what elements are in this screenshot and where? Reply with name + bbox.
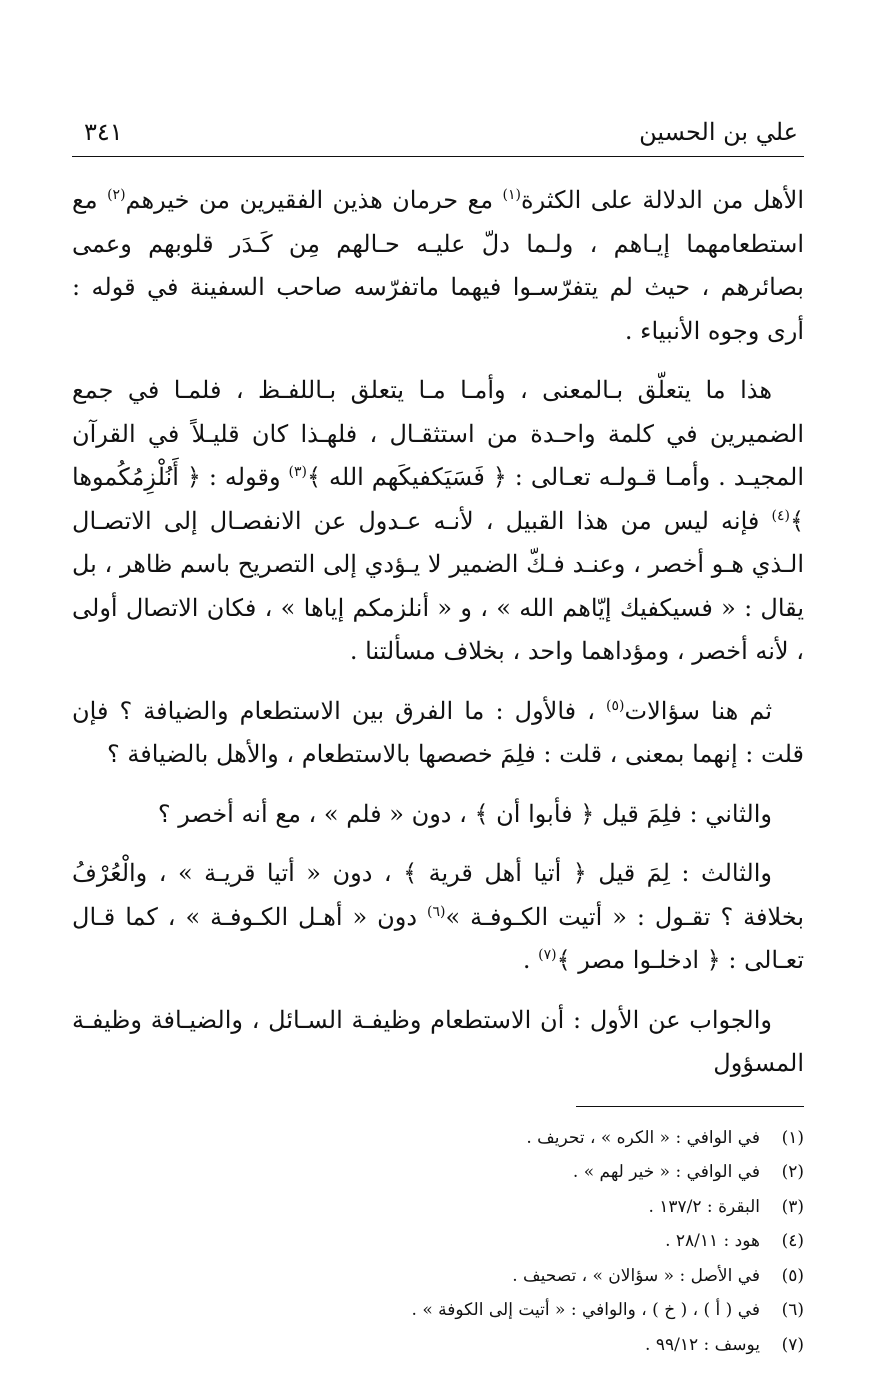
text-segment: هذا ما يتعلّق بـالمعنى ، وأمـا مـا يتعلق بـاللفـظ ، فلمـا في جمع الضميرين في كلمة واحـدة من استثقـال ، فلهـذا كان قليـلاً في القرآن المجيـد . وأمـا قـولـه تعـالى : ﴿ فَسَيَكفيكَهم الله ﴾ (72, 376, 804, 491)
text-segment: دون « أهـل الكـوفـة » ، كما قـال تعـالى : ﴿ ادخلـوا مصر ﴾ (72, 902, 804, 974)
running-header (72, 118, 804, 157)
text-segment: مع حرمان هذين الفقيرين من خيرهم (125, 186, 503, 214)
paragraph (72, 793, 804, 837)
footnote (72, 1328, 804, 1363)
footnote-text: في ( أ ) ، ( خ ) ، والوافي : « أتيت إلى الكوفة » . (411, 1300, 760, 1320)
footnote-number: (٤) (781, 1231, 804, 1251)
paragraph-gap (72, 983, 804, 999)
text-segment: والثاني : فلِمَ قيل ﴿ فأبوا أن ﴾ ، دون « فلم » ، مع أنه أخصر ؟ (157, 799, 772, 828)
text-segment: فإنه ليس من هذا القبيل ، لأنـه عـدول عن الانفصـال إلى الاتصـال الـذي هـو أخصر ، وعنـد فـكّ الضمير لا يـؤدي إلى التصريح باسم ظاهر ، بل يقال : « فسيكفيك إيّاهم الله » ، و « أنلزمكم إياها » ، فكان الاتصال أولى ، لأنه أخصر ، ومؤداهما واحد ، بخلاف مسألتنا . (72, 506, 804, 665)
footnote-separator (576, 1106, 804, 1107)
footnote (72, 1259, 804, 1294)
footnote-marker: (١) (502, 187, 521, 203)
footnote (72, 1121, 804, 1156)
paragraph (72, 179, 804, 353)
footnote (72, 1224, 804, 1259)
footnote-number: (١) (781, 1127, 804, 1148)
footnote-text: في الأصل : « سؤالان » ، تصحيف . (512, 1265, 760, 1286)
page-number: ٣٤١ (84, 118, 123, 146)
footnote-marker: (٢) (107, 187, 126, 203)
footnote-number: (٥) (781, 1265, 804, 1286)
paragraph-gap (72, 674, 804, 690)
footnote-marker: (٥) (606, 697, 625, 714)
text-segment: والثالث : لِمَ قيل ﴿ أتيا أهل قرية ﴾ ، دون « أتيا قريـة » ، والْعُرْفُ بخلافة ؟ تقـول : « أتيت الكـوفـة » (72, 859, 804, 931)
footnote-text: البقرة : ١٣٧/٢ . (648, 1196, 760, 1217)
text-segment: ثم هنا سؤالات (624, 696, 772, 725)
footnote (72, 1293, 804, 1328)
book-page (72, 118, 804, 1362)
footnote-text: في الوافي : « الكره » ، تحريف . (526, 1127, 760, 1148)
paragraph (72, 369, 804, 674)
footnote-marker: (٦) (427, 903, 446, 920)
paragraph (72, 852, 804, 983)
text-segment: . (522, 946, 539, 974)
footnote-text: هود : ٢٨/١١ . (665, 1231, 760, 1251)
footnote-number: (٧) (781, 1334, 804, 1355)
footnote-marker: (٤) (771, 507, 790, 524)
footnote-number: (٣) (781, 1196, 804, 1217)
text-segment: مع استطعامهما إيـاهم ، ولـما دلّ عليـه حـالهم مِن كَـدَر قلوبهم وعمى بصائرهم ، حيث لم يتفرّسـوا فيهما ماتفرّسه صاحب السفينة في قوله : أرى وجوه الأنبياء . (72, 186, 804, 345)
footnotes (72, 1117, 804, 1363)
text-segment: ، فالأول : ما الفرق بين الاستطعام والضيافة ؟ فإن قلت : إنهما بمعنى ، قلت : فلِمَ خصصها بالاستطعام ، والأهل بالضيافة ؟ (72, 696, 804, 768)
text-segment: الأهل من الدلالة على الكثرة (521, 186, 805, 214)
main-text (72, 179, 804, 1086)
footnote (72, 1155, 804, 1190)
footnote-text: يوسف : ٩٩/١٢ . (645, 1334, 760, 1355)
paragraph-gap (72, 836, 804, 852)
footnote-marker: (٧) (538, 947, 557, 963)
text-segment: وقوله : ﴿ أَنُلْزِمُكُموها ﴾ (72, 463, 804, 535)
paragraph (72, 690, 804, 777)
footnote-number: (٢) (781, 1162, 804, 1182)
footnote-text: في الوافي : « خير لهم » . (572, 1162, 760, 1182)
footnote-number: (٦) (781, 1300, 804, 1320)
paragraph-gap (72, 353, 804, 369)
chapter-title: علي بن الحسين (639, 118, 798, 146)
text-segment: والجواب عن الأول : أن الاستطعام وظيفـة السـائل ، والضيـافة وظيفـة المسؤول (72, 1005, 804, 1077)
paragraph (72, 999, 804, 1086)
footnote-marker: (٣) (288, 464, 307, 480)
footnote (72, 1190, 804, 1225)
paragraph-gap (72, 777, 804, 793)
